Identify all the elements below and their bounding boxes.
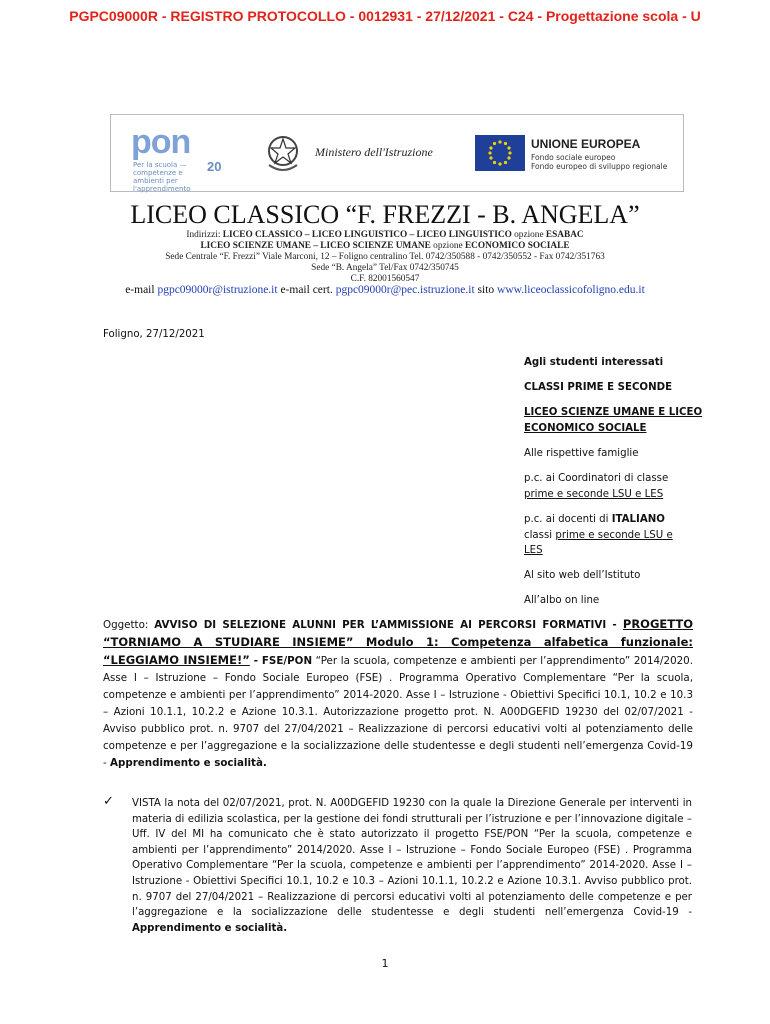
website-link[interactable]: www.liceoclassicofoligno.edu.it [497,284,645,296]
pec-label: e-mail cert. [277,284,336,296]
subject-end: Apprendimento e socialità. [110,757,267,769]
recipient-3a: LICEO SCIENZE UMANE E LICEO [524,407,703,418]
recipient-4: Alle rispettive famiglie [524,448,639,459]
address-line-4: Sede “B. Angela” Tel/Fax 0742/350745 [311,263,459,273]
vista-body: VISTA la nota del 02/07/2021, prot. N. A00DGEFID 19230 con la quale la Direzione Generale per interventi in materia di edilizia scolastica, per la gestione dei fondi strutturali per l’istruzione e per l’innovazione digitale – Uff. IV del MI ha comunicato che è stato autorizzato il progetto FSE/PON “Per la scuola, competenze e ambienti per l’apprendimento” 2014/2020. Asse I – Istruzione – Fondo Sociale Europeo (FSE) . Programma Operativo Complementare “Per la scuola, competenze e ambienti per l’apprendimento” 2014-2020. Asse I – Istruzione - Obiettivi Specifici 10.1, 10.2 e 10.3 – Azioni 10.1.1, 10.2.2 e Azione 10.3.1. Avviso pubblico prot. n. 9707 del 27/04/2021 – Realizzazione di percorsi educativi volti al potenziamento delle competenze e per l’aggregazione e la socializzazione delle studentesse e degli studenti nell’emergenza Covid-19 - [132,798,692,919]
recipient-6a [524,512,665,528]
eu-title: UNIONE EUROPEA [531,137,641,151]
recipient-8: All’albo on line [524,595,600,606]
protocol-stamp: PGPC09000R - REGISTRO PROTOCOLLO - 0012931 - 27/12/2021 - C24 - Progettazione scola - U [69,8,701,24]
site-label: sito [474,284,498,296]
subject-title: AVVISO DI SELEZIONE ALUNNI PER L’AMMISSIONE AI PERCORSI FORMATIVI - [154,619,623,631]
pon-logo-subtitle: Per la scuola — competenze e ambienti per l'apprendimento [133,161,191,193]
pon-logo-text: pon [131,123,191,161]
recipient-1: Agli studenti interessati [524,357,664,368]
pec-link[interactable]: pgpc09000r@pec.istruzione.it [335,284,475,296]
recipient-6b-underlined: prime e seconde LSU e [555,530,673,541]
addr-bold: LICEO CLASSICO – LICEO LINGUISTICO – LICEO LINGUISTICO [222,230,512,240]
address-line-3: Sede Centrale “F. Frezzi” Viale Marconi, 12 – Foligno centralino Tel. 0742/350588 - 0742/350552 - Fax 0742/351763 [165,252,605,262]
address-line-5: C.F. 82001560547 [350,274,420,284]
addr-text: opzione [430,241,465,251]
eu-fund-2: Fondo europeo di sviluppo regionale [531,162,668,171]
email-link[interactable]: pgpc09000r@istruzione.it [157,284,278,296]
recipient-6c: LES [524,545,543,556]
vista-paragraph [132,796,692,936]
email-label: e-mail [125,284,158,296]
recipient-6a-text: p.c. ai docenti di [524,514,612,525]
subject-paragraph [103,616,693,772]
pon-logo-years: 20 [207,159,222,174]
recipient-5b: prime e seconde LSU e LES [524,489,664,500]
eu-flag-icon [475,135,525,171]
subject-label: Oggetto: [103,619,155,631]
eu-subtitle [531,153,667,171]
addr-bold: ECONOMICO SOCIALE [464,241,570,251]
ministero-logo: Ministero dell'Istruzione [315,145,433,159]
eu-fund-1: Fondo sociale europeo [531,153,616,162]
recipient-7: Al sito web dell’Istituto [524,570,641,581]
addr-text: Indirizzi: [186,230,223,240]
address-line-1 [0,230,770,241]
subject-fse: - FSE/PON [249,655,313,667]
recipient-3b: ECONOMICO SOCIALE [524,423,647,434]
header-banner [110,114,684,192]
addr-bold: LICEO SCIENZE UMANE – LICEO SCIENZE UMANE [200,241,431,251]
vista-end: Apprendimento e socialità. [132,922,288,934]
recipient-6b-text: classi [524,530,556,541]
page-number: 1 [381,957,389,970]
date-line: Foligno, 27/12/2021 [103,329,205,340]
contact-line [0,284,770,296]
addr-text: opzione [511,230,546,240]
subject-body: “Per la scuola, competenze e ambienti per l’apprendimento” 2014/2020. Asse I – Istruzione – Fondo Sociale Europeo (FSE) . Programma Operativo Complementare “Per la scuola, competenze e ambienti per l’apprendimento” 2014-2020. Asse I – Istruzione - Obiettivi Specifici 10.1, 10.2 e 10.3 – Azioni 10.1.1, 10.2.2 e Azione 10.3.1. Autorizzazione progetto prot. N. A00DGEFID 19230 del 02/07/2021 - Avviso pubblico prot. n. 9707 del 27/04/2021 – Realizzazione di percorsi educativi volti al potenziamento delle competenze e per l’aggregazione e la socializzazione delle studentesse e degli studenti nell’emergenza Covid-19 - [103,655,693,769]
recipient-6a-bold: ITALIANO [611,514,665,525]
recipient-6b [524,528,673,544]
address-line-2 [0,241,770,252]
checkmark-icon: ✓ [103,794,114,809]
subject-project: PROGETTO “TORNIAMO A STUDIARE INSIEME” Modulo 1: Competenza alfabetica funzionale: “LEGGIAMO INSIEME!” [103,617,693,667]
pon-logo [131,123,235,193]
school-name: LICEO CLASSICO “F. FREZZI - B. ANGELA” [130,200,640,229]
italian-emblem-icon [263,129,303,177]
recipient-5a: p.c. ai Coordinatori di classe [524,473,669,484]
recipient-2: CLASSI PRIME E SECONDE [524,382,673,393]
addr-bold: ESABAC [545,230,584,240]
